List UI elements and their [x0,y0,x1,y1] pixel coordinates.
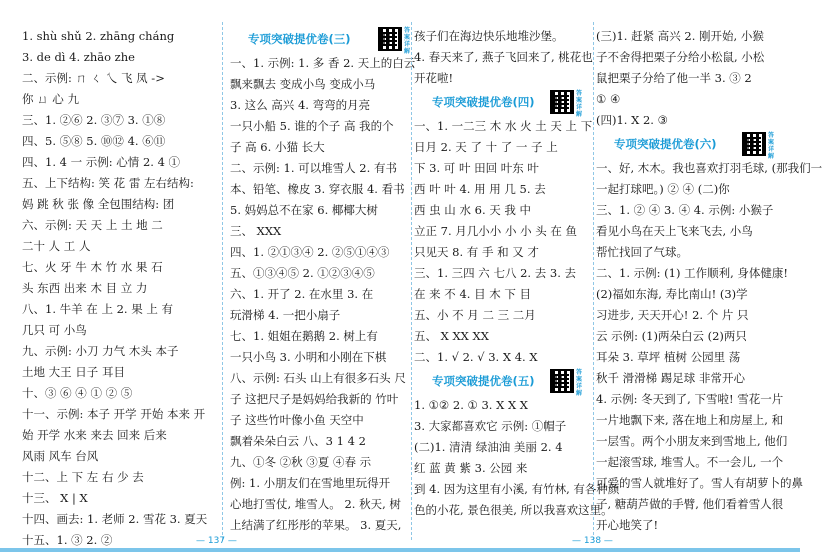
answer-line: 一、好, 木木。我也喜欢打羽毛球, (那我们一 [596,161,822,175]
answer-line: 几只 可 小鸟 [22,323,87,337]
answer-line: 子, 糖葫芦做的手臂, 他们看着雪人很 [596,497,784,511]
answer-line: 三、1. ② ④ 3. ④ 4. 示例: 小猴子 [596,203,774,217]
column-divider [593,22,594,540]
answer-line: 十五、1. ③ 2. ② [22,533,113,547]
answer-line: 风雨 风车 台风 [22,449,99,463]
answer-line: 1. ①② 2. ① 3. X X X [414,398,528,412]
answer-line: 五、①③④⑤ 2. ①②③④⑤ [230,266,375,280]
answer-line: 十四、画去: 1. 老师 2. 雪花 3. 夏天 [22,512,208,526]
answer-line: 红 蓝 黄 紫 3. 公园 来 [414,461,528,475]
section-title-text: 专项突破提优卷(五) [432,374,535,388]
answer-line: 一只小船 5. 谁的个子 高 我的个 [230,119,394,133]
section-title-5 [414,368,592,395]
answer-line: 看见小鸟在天上飞来飞去, 小鸟 [596,224,753,238]
answer-line: 3. 这么 高兴 4. 弯弯的月亮 [230,98,371,112]
qr-label: 答案详解 [404,27,411,55]
answer-line: (四)1. X 2. ③ [596,113,668,127]
answer-line: 下 3. 可 叶 田回 叶东 叶 [414,161,539,175]
answer-line: 日月 2. 天 了 十 了 一 子 上 [414,140,558,154]
section-title-3 [230,26,411,55]
answer-line: 三、 XXX [230,224,282,238]
page-number-left: — 137 — [196,536,237,546]
answer-line: 六、示例: 天 天 上 土 地 二 [22,218,163,232]
answer-line: 始 开学 水来 来去 回来 后来 [22,428,167,442]
answer-line: 子 高 6. 小猫 长大 [230,140,325,154]
section-title-text: 专项突破提优卷(三) [248,32,351,46]
answer-line: 二、示例: ㄇ ㄑ 乀 飞 凤 -> [22,71,165,85]
answer-line: 只见天 8. 有 手 和 又 才 [414,245,539,259]
column-2 [230,26,416,536]
answer-line: 玩滑梯 4. 一把小扇子 [230,308,341,322]
answer-line: 4. 春天来了, 燕子飞回来了, 桃花也 [414,50,593,64]
answer-line: 一只小鸟 3. 小明和小刚在下棋 [230,350,387,364]
answer-line: 二十 人 工 人 [22,239,91,253]
answer-line: 1. shù shǔ 2. zhāng cháng [22,29,175,43]
column-divider [411,22,412,540]
answer-line: 你 ㄩ 心 九 [22,92,79,106]
answer-line: 一起滚雪球, 堆雪人。不一会儿, 一个 [596,455,784,469]
answer-line: 5. 妈妈总不在家 6. 椰椰大树 [230,203,378,217]
answer-line: 一片地飘下来, 落在地上和房屋上, 和 [596,413,784,427]
answer-line: 在 来 不 4. 目 木 下 目 [414,287,532,301]
answer-line: 西 叶 叶 4. 用 用 几 5. 去 [414,182,546,196]
answer-line: 九、示例: 小刀 力气 木头 本子 [22,344,179,358]
answer-line: 开花啦! [414,71,454,85]
qr-label: 答案详解 [576,369,583,397]
answer-line: 心地打雪仗, 堆雪人。 2. 秋天, 树 [230,497,401,511]
qr-label: 答案详解 [768,132,775,160]
answer-line: 开心地笑了! [596,518,659,532]
section-title-4 [414,89,592,116]
answer-line: 秋千 滑滑梯 踢足球 非常开心 [596,371,745,385]
answer-line: 上结满了红彤彤的苹果。 3. 夏天, [230,518,402,532]
answer-line: 土地 大王 日子 耳目 [22,365,125,379]
answer-line: 耳朵 3. 草坪 植树 公园里 荡 [596,350,741,364]
answer-line: 十二、上 下 左 右 少 去 [22,470,144,484]
answer-line: 十一、示例: 本子 开学 开始 本来 开 [22,407,206,421]
page-number-right: — 138 — [572,536,613,546]
answer-line: 八、示例: 石头 山上有很多石头 尺 [230,371,406,385]
qr-code-icon [742,132,766,156]
answer-line: 二、示例: 1. 可以堆雪人 2. 有书 [230,161,397,175]
answer-line: (三)1. 赶紧 高兴 2. 刚开始, 小猴 [596,29,764,43]
answer-line: 四、1. ②①③④ 2. ②⑤①④③ [230,245,390,259]
answer-line: 一起打球吧。) ② ④ (二)你 [596,182,730,196]
qr-code-icon [550,369,574,393]
answer-line: 十、③ ⑥ ④ ① ② ⑤ [22,386,133,400]
answer-line: 孩子们在海边快乐地堆沙堡。 [414,29,564,43]
footer-band [0,548,800,552]
answer-line: ① ④ [596,92,621,106]
answer-line: 习进步, 天天开心! 2. 个 片 只 [596,308,749,322]
answer-line: 一层雪。两个小朋友来到雪地上, 他们 [596,434,788,448]
answer-line: 五、上下结构: 笑 花 雷 左右结构: [22,176,194,190]
answer-line: 西 虫 山 水 6. 天 我 中 [414,203,532,217]
answer-line: 帮忙找回了气球。 [596,245,688,259]
answer-line: 五、小 不 月 二 三 二月 [414,308,536,322]
answer-line: 九、①冬 ②秋 ③夏 ④春 示 [230,455,372,469]
section-title-text: 专项突破提优卷(四) [432,95,535,109]
qr-code-icon [378,27,402,51]
qr-label: 答案详解 [576,90,583,118]
answer-line: 三、1. ②⑥ 2. ③⑦ 3. ①⑧ [22,113,166,127]
answer-line: 一、1. 一二三 木 水 火 土 天 上 下 [414,119,593,133]
answer-line: 立正 7. 月几小小 小 小 头 在 鱼 [414,224,578,238]
answer-line: 云 示例: (1)两朵白云 (2)两只 [596,329,747,343]
answer-line: 鼠把栗子分给了他一半 3. ③ 2 [596,71,752,85]
answer-line: 色的小花, 景色很美, 所以我喜欢这里。 [414,503,613,517]
answer-line: 可爱的雪人就堆好了。雪人有胡萝卜的鼻 [596,476,803,490]
answer-line: (2)福如东海, 寿比南山! (3)学 [596,287,748,301]
answer-line: 二、1. √ 2. √ 3. X 4. X [414,350,538,364]
answer-line: 到 4. 因为这里有小溪, 有竹林, 有各种颜 [414,482,620,496]
answer-line: 飘来飘去 变成小鸟 变成小马 [230,77,376,91]
answer-line: 八、1. 牛羊 在 上 2. 果 上 有 [22,302,174,316]
answer-line: (二)1. 清清 绿油油 美丽 2. 4 [414,440,563,454]
answer-line: 4. 示例: 冬天到了, 下雪啦! 雪花一片 [596,392,784,406]
answer-line: 头 东西 出来 木 目 立 力 [22,281,148,295]
answer-line: 五、 X XX XX [414,329,489,343]
answer-line: 子 这些竹叶像小鱼 天空中 [230,413,364,427]
answer-line: 3. 大家都喜欢它 示例: ①帽子 [414,419,567,433]
section-title-text: 专项突破提优卷(六) [614,137,717,151]
answer-line: 七、火 牙 牛 木 竹 水 果 石 [22,260,163,274]
answer-line: 十三、 X | X [22,491,88,505]
answer-line: 飘着朵朵白云 八、3 1 4 2 [230,434,366,448]
column-1 [22,26,208,547]
answer-line: 本、铅笔、橡皮 3. 穿衣服 4. 看书 [230,182,405,196]
qr-code-icon [550,90,574,114]
answer-line: 一、1. 示例: 1. 多 香 2. 天上的白云 [230,56,416,70]
answer-line: 子 这把尺子是妈妈给我新的 竹叶 [230,392,399,406]
section-title-6 [596,131,786,158]
answer-line: 妈 跳 秋 张 像 全包围结构: 团 [22,197,175,211]
answer-line: 七、1. 姐姐在鹅鹅 2. 树上有 [230,329,378,343]
answer-line: 三、1. 三四 六 七八 2. 去 3. 去 [414,266,577,280]
answer-line: 二、1. 示例: (1) 工作顺利, 身体健康! [596,266,789,280]
answer-line: 子不舍得把栗子分给小松鼠, 小松 [596,50,765,64]
answer-line: 例: 1. 小朋友们在雪地里玩得开 [230,476,391,490]
answer-line: 四、1. 4 一 示例: 心情 2. 4 ① [22,155,181,169]
answer-line: 六、1. 开了 2. 在水里 3. 在 [230,287,374,301]
column-divider [222,22,223,540]
answer-line: 四、5. ⑤⑧ 5. ⑩⑫ 4. ⑥⑪ [22,134,166,148]
column-4 [596,26,822,536]
answer-line: 3. de dì 4. zhāo zhe [22,50,135,64]
